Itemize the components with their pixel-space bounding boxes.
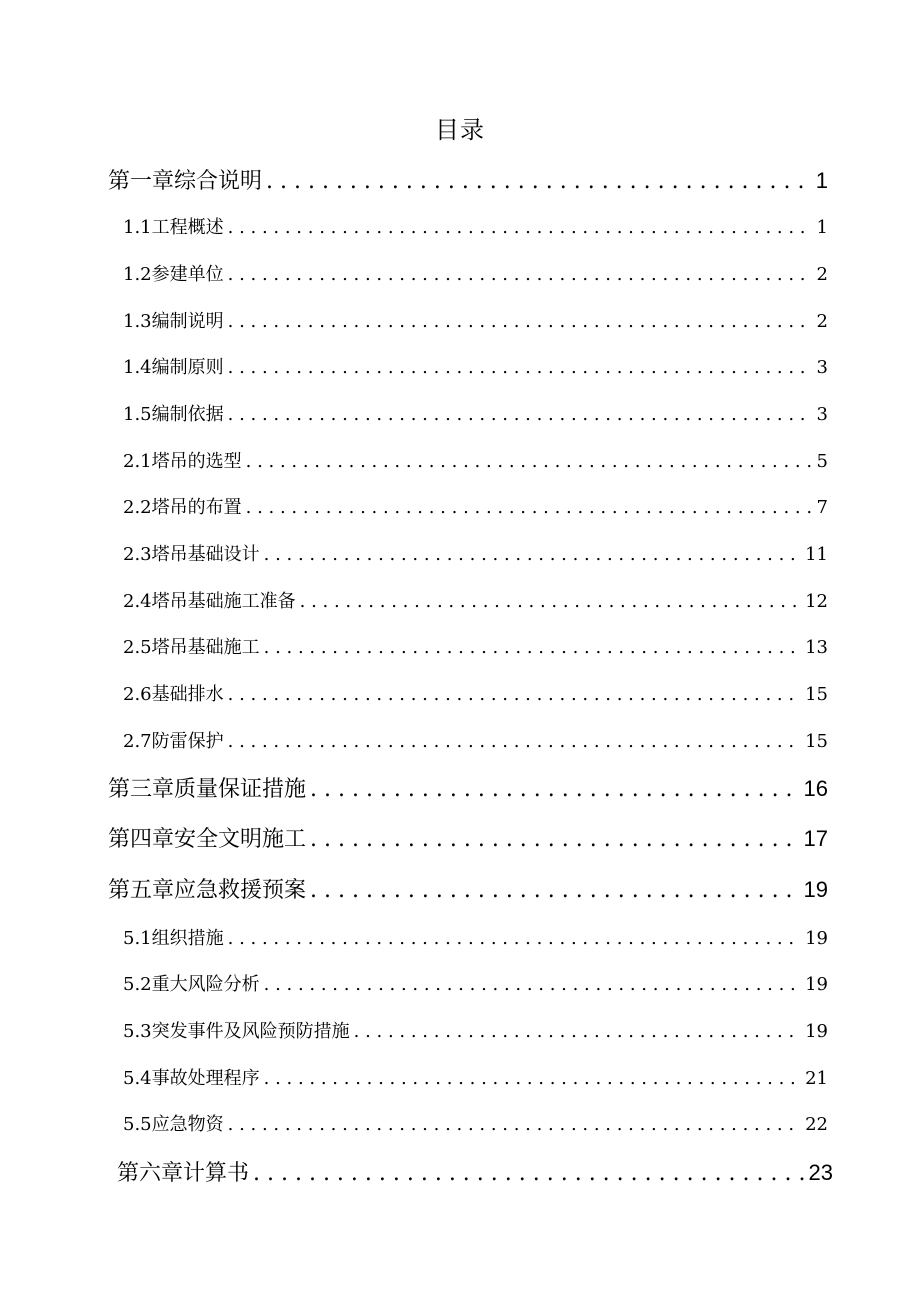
toc-entry-text: 重大风险分析 xyxy=(151,974,260,995)
toc-section-number: 2.6 xyxy=(123,684,152,705)
toc-page-number: 15 xyxy=(805,731,828,752)
toc-entry-text: 突发事件及风险预防措施 xyxy=(151,1021,350,1042)
toc-section-number: 2.5 xyxy=(123,637,152,658)
toc-section-number: 1.5 xyxy=(123,404,152,425)
toc-entry-text: 第四章安全文明施工 xyxy=(108,827,307,852)
toc-chapter-6[interactable] xyxy=(117,1158,833,1189)
toc-leader-dots xyxy=(228,926,801,952)
toc-section-2-6[interactable] xyxy=(123,682,828,708)
toc-leader-dots xyxy=(228,355,813,381)
toc-section-2-3[interactable] xyxy=(123,542,828,568)
toc-entry-text: 基础排水 xyxy=(151,684,224,705)
toc-entry-text: 第六章计算书 xyxy=(117,1161,250,1186)
toc-entry-text: 工程概述 xyxy=(151,217,224,238)
toc-entry-text: 应急物资 xyxy=(151,1114,224,1135)
toc-section-5-4[interactable] xyxy=(123,1066,828,1092)
toc-page-number: 7 xyxy=(816,497,828,518)
toc-entry-text: 塔吊基础设计 xyxy=(151,544,260,565)
toc-section-2-4[interactable] xyxy=(123,589,828,615)
toc-page-number: 19 xyxy=(805,1021,828,1042)
toc-leader-dots xyxy=(264,635,801,661)
toc-chapter-3[interactable] xyxy=(108,774,828,805)
toc-section-5-3[interactable] xyxy=(123,1019,828,1045)
toc-leader-dots xyxy=(300,589,801,615)
toc-section-number: 1.4 xyxy=(123,357,152,378)
toc-entry-text: 第五章应急救援预案 xyxy=(108,878,307,903)
toc-page-number: 5 xyxy=(816,451,828,472)
toc-section-1-3[interactable] xyxy=(123,309,828,335)
toc-section-number: 5.2 xyxy=(123,974,152,995)
toc-section-2-2[interactable] xyxy=(123,495,828,521)
toc-section-5-1[interactable] xyxy=(123,926,828,952)
toc-page-number: 17 xyxy=(803,826,828,851)
toc-page-number: 21 xyxy=(805,1068,828,1089)
toc-section-number: 5.5 xyxy=(123,1114,152,1135)
toc-leader-dots xyxy=(264,1066,801,1092)
toc-section-number: 1.2 xyxy=(123,264,152,285)
toc-page-number: 16 xyxy=(803,776,828,801)
toc-entry-text: 参建单位 xyxy=(151,264,224,285)
toc-page-number: 13 xyxy=(805,637,828,658)
toc-leader-dots xyxy=(246,449,813,475)
toc-section-1-5[interactable] xyxy=(123,402,828,428)
toc-entry-text: 组织措施 xyxy=(151,928,224,949)
toc-leader-dots xyxy=(266,167,812,197)
toc-section-2-1[interactable] xyxy=(123,449,828,475)
toc-entry-text: 第三章质量保证措施 xyxy=(108,777,307,802)
toc-leader-dots xyxy=(228,729,801,755)
toc-leader-dots xyxy=(228,309,813,335)
toc-leader-dots xyxy=(228,215,813,241)
toc-page-number: 1 xyxy=(816,217,828,238)
toc-page-number: 23 xyxy=(808,1160,833,1185)
toc-page-number: 19 xyxy=(805,928,828,949)
toc-entry-text: 编制原则 xyxy=(151,357,224,378)
toc-section-number: 2.1 xyxy=(123,451,152,472)
toc-page-number: 19 xyxy=(803,877,828,902)
toc-section-2-5[interactable] xyxy=(123,635,828,661)
toc-leader-dots xyxy=(228,1112,801,1138)
toc-page-number: 22 xyxy=(805,1114,828,1135)
toc-section-5-2[interactable] xyxy=(123,972,828,998)
page-title: 目录 xyxy=(435,116,485,144)
toc-section-1-4[interactable] xyxy=(123,355,828,381)
toc-page-number: 12 xyxy=(805,591,828,612)
toc-section-5-5[interactable] xyxy=(123,1112,828,1138)
toc-page-number: 1 xyxy=(815,168,828,193)
toc-section-1-1[interactable] xyxy=(123,215,828,241)
toc-chapter-4[interactable] xyxy=(108,824,828,855)
toc-leader-dots xyxy=(310,876,800,906)
toc-leader-dots xyxy=(354,1019,801,1045)
toc-leader-dots xyxy=(264,542,801,568)
toc-section-1-2[interactable] xyxy=(123,262,828,288)
toc-entry-text: 编制说明 xyxy=(151,311,224,332)
toc-section-number: 5.4 xyxy=(123,1068,152,1089)
toc-page-number: 2 xyxy=(816,311,828,332)
toc-entry-text: 第一章综合说明 xyxy=(108,169,263,194)
toc-page-number: 3 xyxy=(816,404,828,425)
toc-leader-dots xyxy=(264,972,801,998)
toc-section-2-7[interactable] xyxy=(123,729,828,755)
toc-section-number: 2.2 xyxy=(123,497,152,518)
toc-page-number: 19 xyxy=(805,974,828,995)
toc-entry-text: 编制依据 xyxy=(151,404,224,425)
toc-entry-text: 塔吊的布置 xyxy=(151,497,242,518)
toc-section-number: 2.3 xyxy=(123,544,152,565)
toc-page-number: 3 xyxy=(816,357,828,378)
toc-leader-dots xyxy=(228,402,813,428)
toc-entry-text: 事故处理程序 xyxy=(151,1068,260,1089)
toc-leader-dots xyxy=(253,1159,805,1189)
toc-section-number: 1.1 xyxy=(123,217,152,238)
toc-leader-dots xyxy=(228,262,813,288)
toc-entry-text: 塔吊基础施工准备 xyxy=(151,591,296,612)
toc-section-number: 2.4 xyxy=(123,591,152,612)
toc-page-number: 2 xyxy=(816,264,828,285)
toc-leader-dots xyxy=(228,682,801,708)
toc-section-number: 5.3 xyxy=(123,1021,152,1042)
toc-page-number: 15 xyxy=(805,684,828,705)
toc-leader-dots xyxy=(310,825,800,855)
toc-section-number: 2.7 xyxy=(123,731,152,752)
toc-entry-text: 防雷保护 xyxy=(151,731,224,752)
toc-chapter-5[interactable] xyxy=(108,875,828,906)
toc-section-number: 5.1 xyxy=(123,928,152,949)
toc-leader-dots xyxy=(246,495,813,521)
toc-page-number: 11 xyxy=(805,544,828,565)
toc-leader-dots xyxy=(310,775,800,805)
toc-entry-text: 塔吊的选型 xyxy=(151,451,242,472)
toc-chapter-1[interactable] xyxy=(108,166,828,197)
toc-section-number: 1.3 xyxy=(123,311,152,332)
toc-entry-text: 塔吊基础施工 xyxy=(151,637,260,658)
